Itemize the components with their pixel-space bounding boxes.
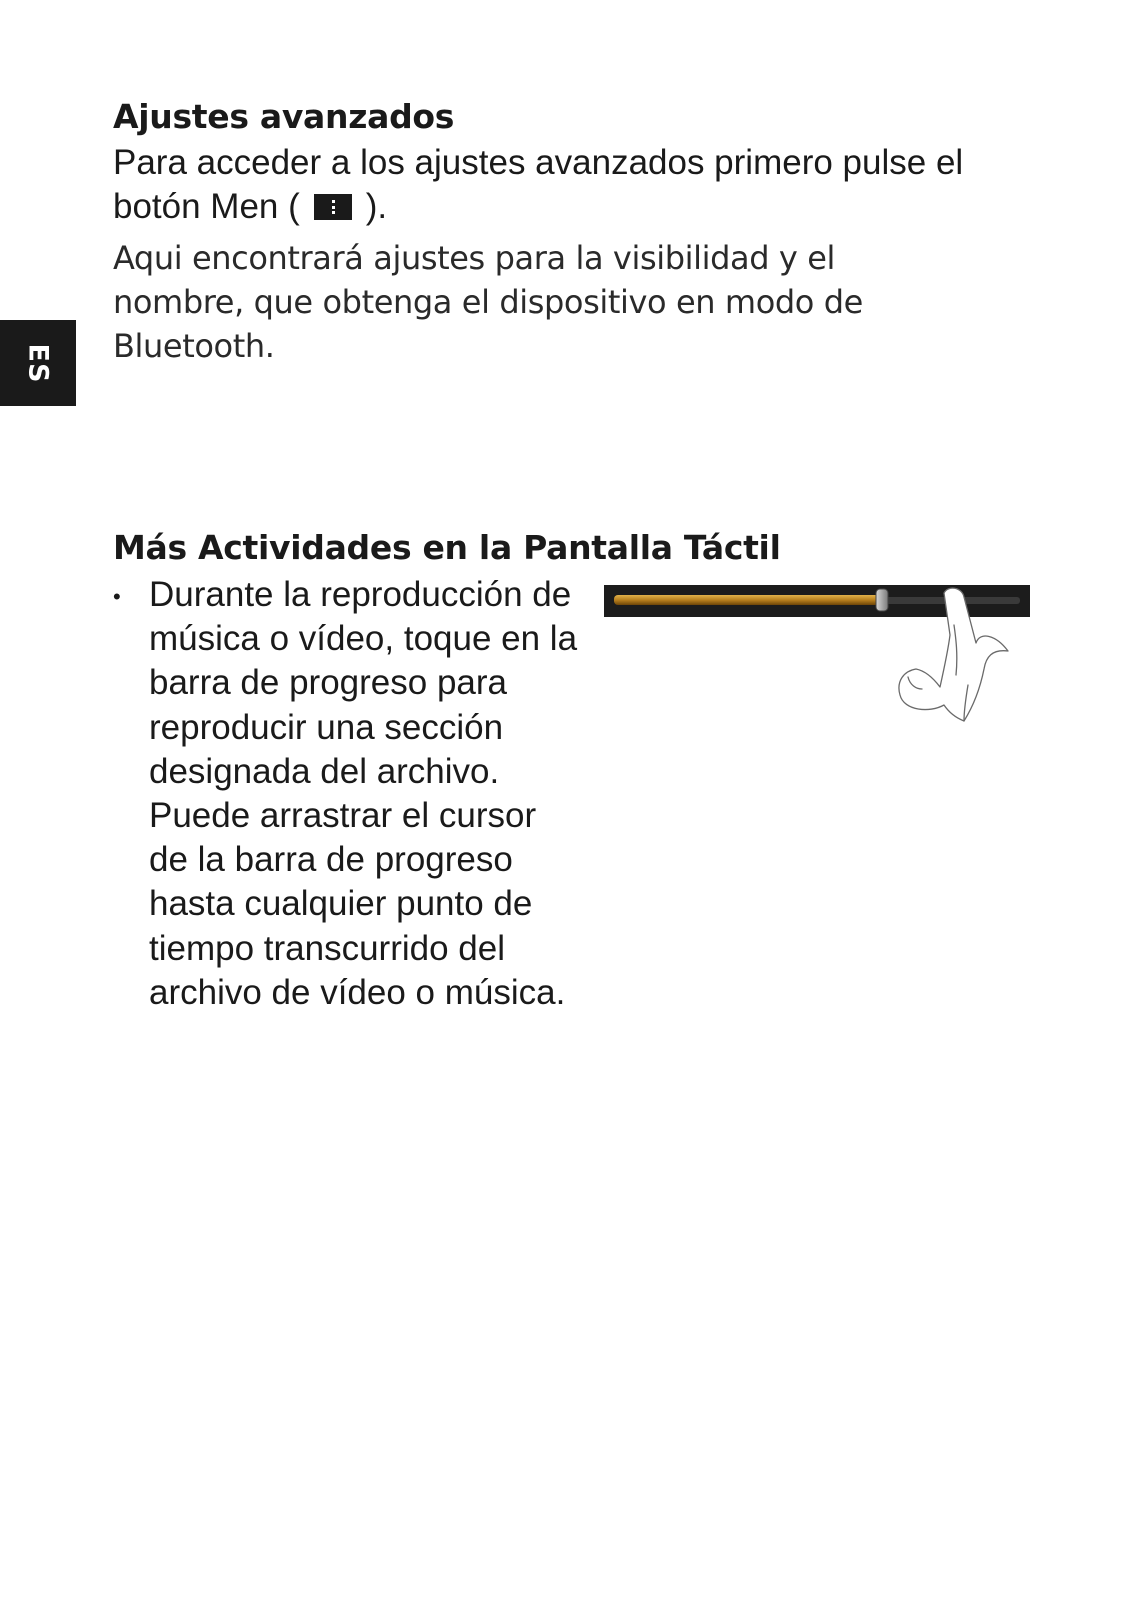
advanced-settings-title: Ajustes avanzados [113, 97, 455, 136]
progress-bar-illustration [604, 585, 1030, 735]
progress-knob [876, 589, 888, 611]
intro-text-before: Para acceder a los ajustes avanzados primero pulse el botón Men ( [113, 143, 964, 226]
menu-dots-icon [314, 194, 352, 220]
progress-fill [614, 595, 882, 605]
advanced-settings-intro [113, 141, 1013, 229]
touch-activities-title: Más Actividades en la Pantalla Táctil [113, 528, 781, 567]
list-item: Durante la reproducción de música o vídeo, toque en la barra de progreso para reproducir una sección designada del archivo. Puede arrastrar el cursor de la barra de progreso hasta cualquier punto de tiempo transcurrido del archivo de vídeo o música. [149, 575, 578, 1012]
intro-text-after: ). [365, 187, 388, 226]
bullet-marker: • [113, 584, 121, 609]
language-tab [0, 320, 76, 406]
advanced-settings-description: Aqui encontrará ajustes para la visibilidad y el nombre, que obtenga el dispositivo en modo de Bluetooth. [113, 239, 863, 365]
language-tab-label: ES [22, 343, 54, 383]
